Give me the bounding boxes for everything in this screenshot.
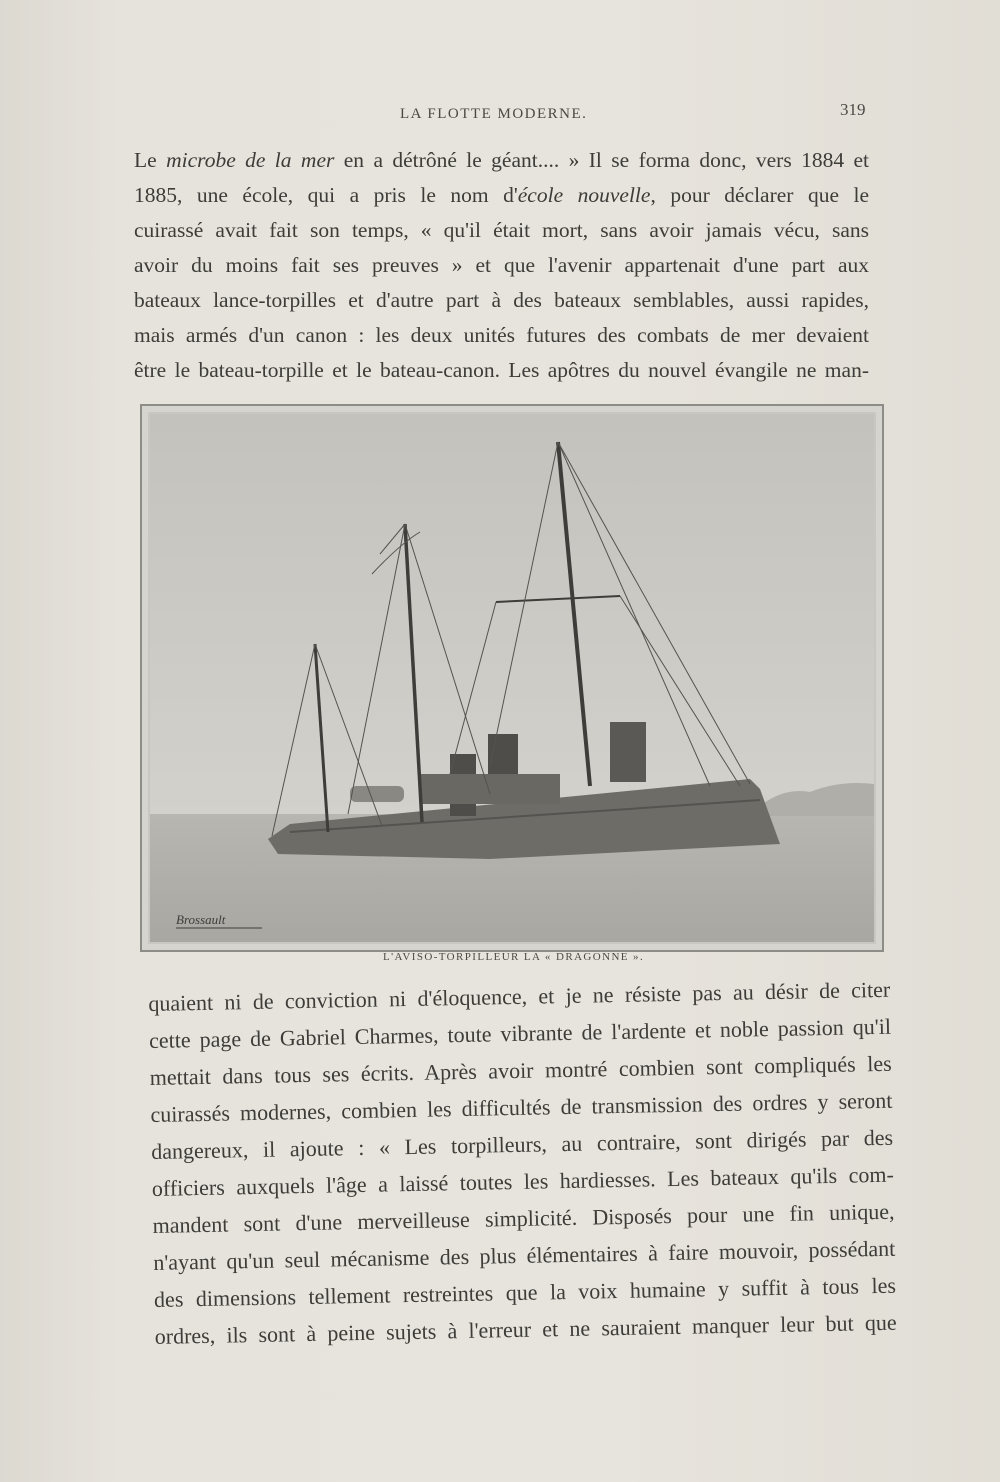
text-line: Le microbe de la mer en a détrôné le géant.... » Il se forma donc, vers 1884 et bbox=[134, 148, 869, 172]
plate-caption: L'AVISO-TORPILLEUR LA « DRAGONNE ». bbox=[383, 951, 645, 963]
text-line: des dimensions tellement restreintes que la voix humaine y suffit à tous les bbox=[153, 1272, 897, 1312]
top-paragraph bbox=[134, 143, 869, 388]
text-line: être le bateau-torpille et le bateau-canon. Les apôtres du nouvel évangile ne man- bbox=[134, 358, 869, 382]
text-line: cuirassés modernes, combien les difficultés de transmission des ordres y seront bbox=[150, 1087, 893, 1127]
bottom-paragraph bbox=[148, 971, 897, 1355]
text-line: ordres, ils sont à peine sujets à l'erreur et ne sauraient manquer leur but que bbox=[154, 1309, 897, 1349]
text-line: officiers auxquels l'âge a laissé toutes les hardiesses. Les bateaux qu'ils com- bbox=[151, 1161, 895, 1201]
artist-signature: Brossault bbox=[176, 912, 226, 927]
text-line: bateaux lance-torpilles et d'autre part à des bateaux semblables, aussi rapides, bbox=[134, 288, 869, 312]
ship-illustration bbox=[150, 414, 874, 942]
text-line: cette page de Gabriel Charmes, toute vibrante de l'ardente et noble passion qu'il bbox=[148, 1013, 892, 1053]
text-line: 1885, une école, qui a pris le nom d'école nouvelle, pour déclarer que le bbox=[134, 183, 870, 207]
text-line: mais armés d'un canon : les deux unités futures des combats de mer devaient bbox=[134, 323, 869, 347]
text-line: avoir du moins fait ses preuves » et que l'avenir appartenait d'une part aux bbox=[134, 253, 869, 277]
ship-illustration-plate bbox=[140, 404, 884, 952]
running-head bbox=[0, 100, 1000, 130]
text-line: mettait dans tous ses écrits. Après avoir montré combien sont compliqués les bbox=[149, 1050, 892, 1090]
running-title: LA FLOTTE MODERNE. bbox=[400, 106, 588, 122]
text-line: cuirassé avait fait son temps, « qu'il était mort, sans avoir jamais vécu, sans bbox=[134, 218, 869, 242]
text-line: dangereux, il ajoute : « Les torpilleurs, au contraire, sont dirigés par des bbox=[150, 1124, 894, 1164]
page-number: 319 bbox=[840, 100, 866, 119]
text-line: quaient ni de conviction ni d'éloquence, et je ne résiste pas au désir de citer bbox=[148, 976, 891, 1016]
text-line: n'ayant qu'un seul mécanisme des plus élémentaires à faire mouvoir, possédant bbox=[153, 1235, 896, 1275]
text-line: mandent sont d'une merveilleuse simplicité. Disposés pour une fin unique, bbox=[152, 1198, 895, 1238]
